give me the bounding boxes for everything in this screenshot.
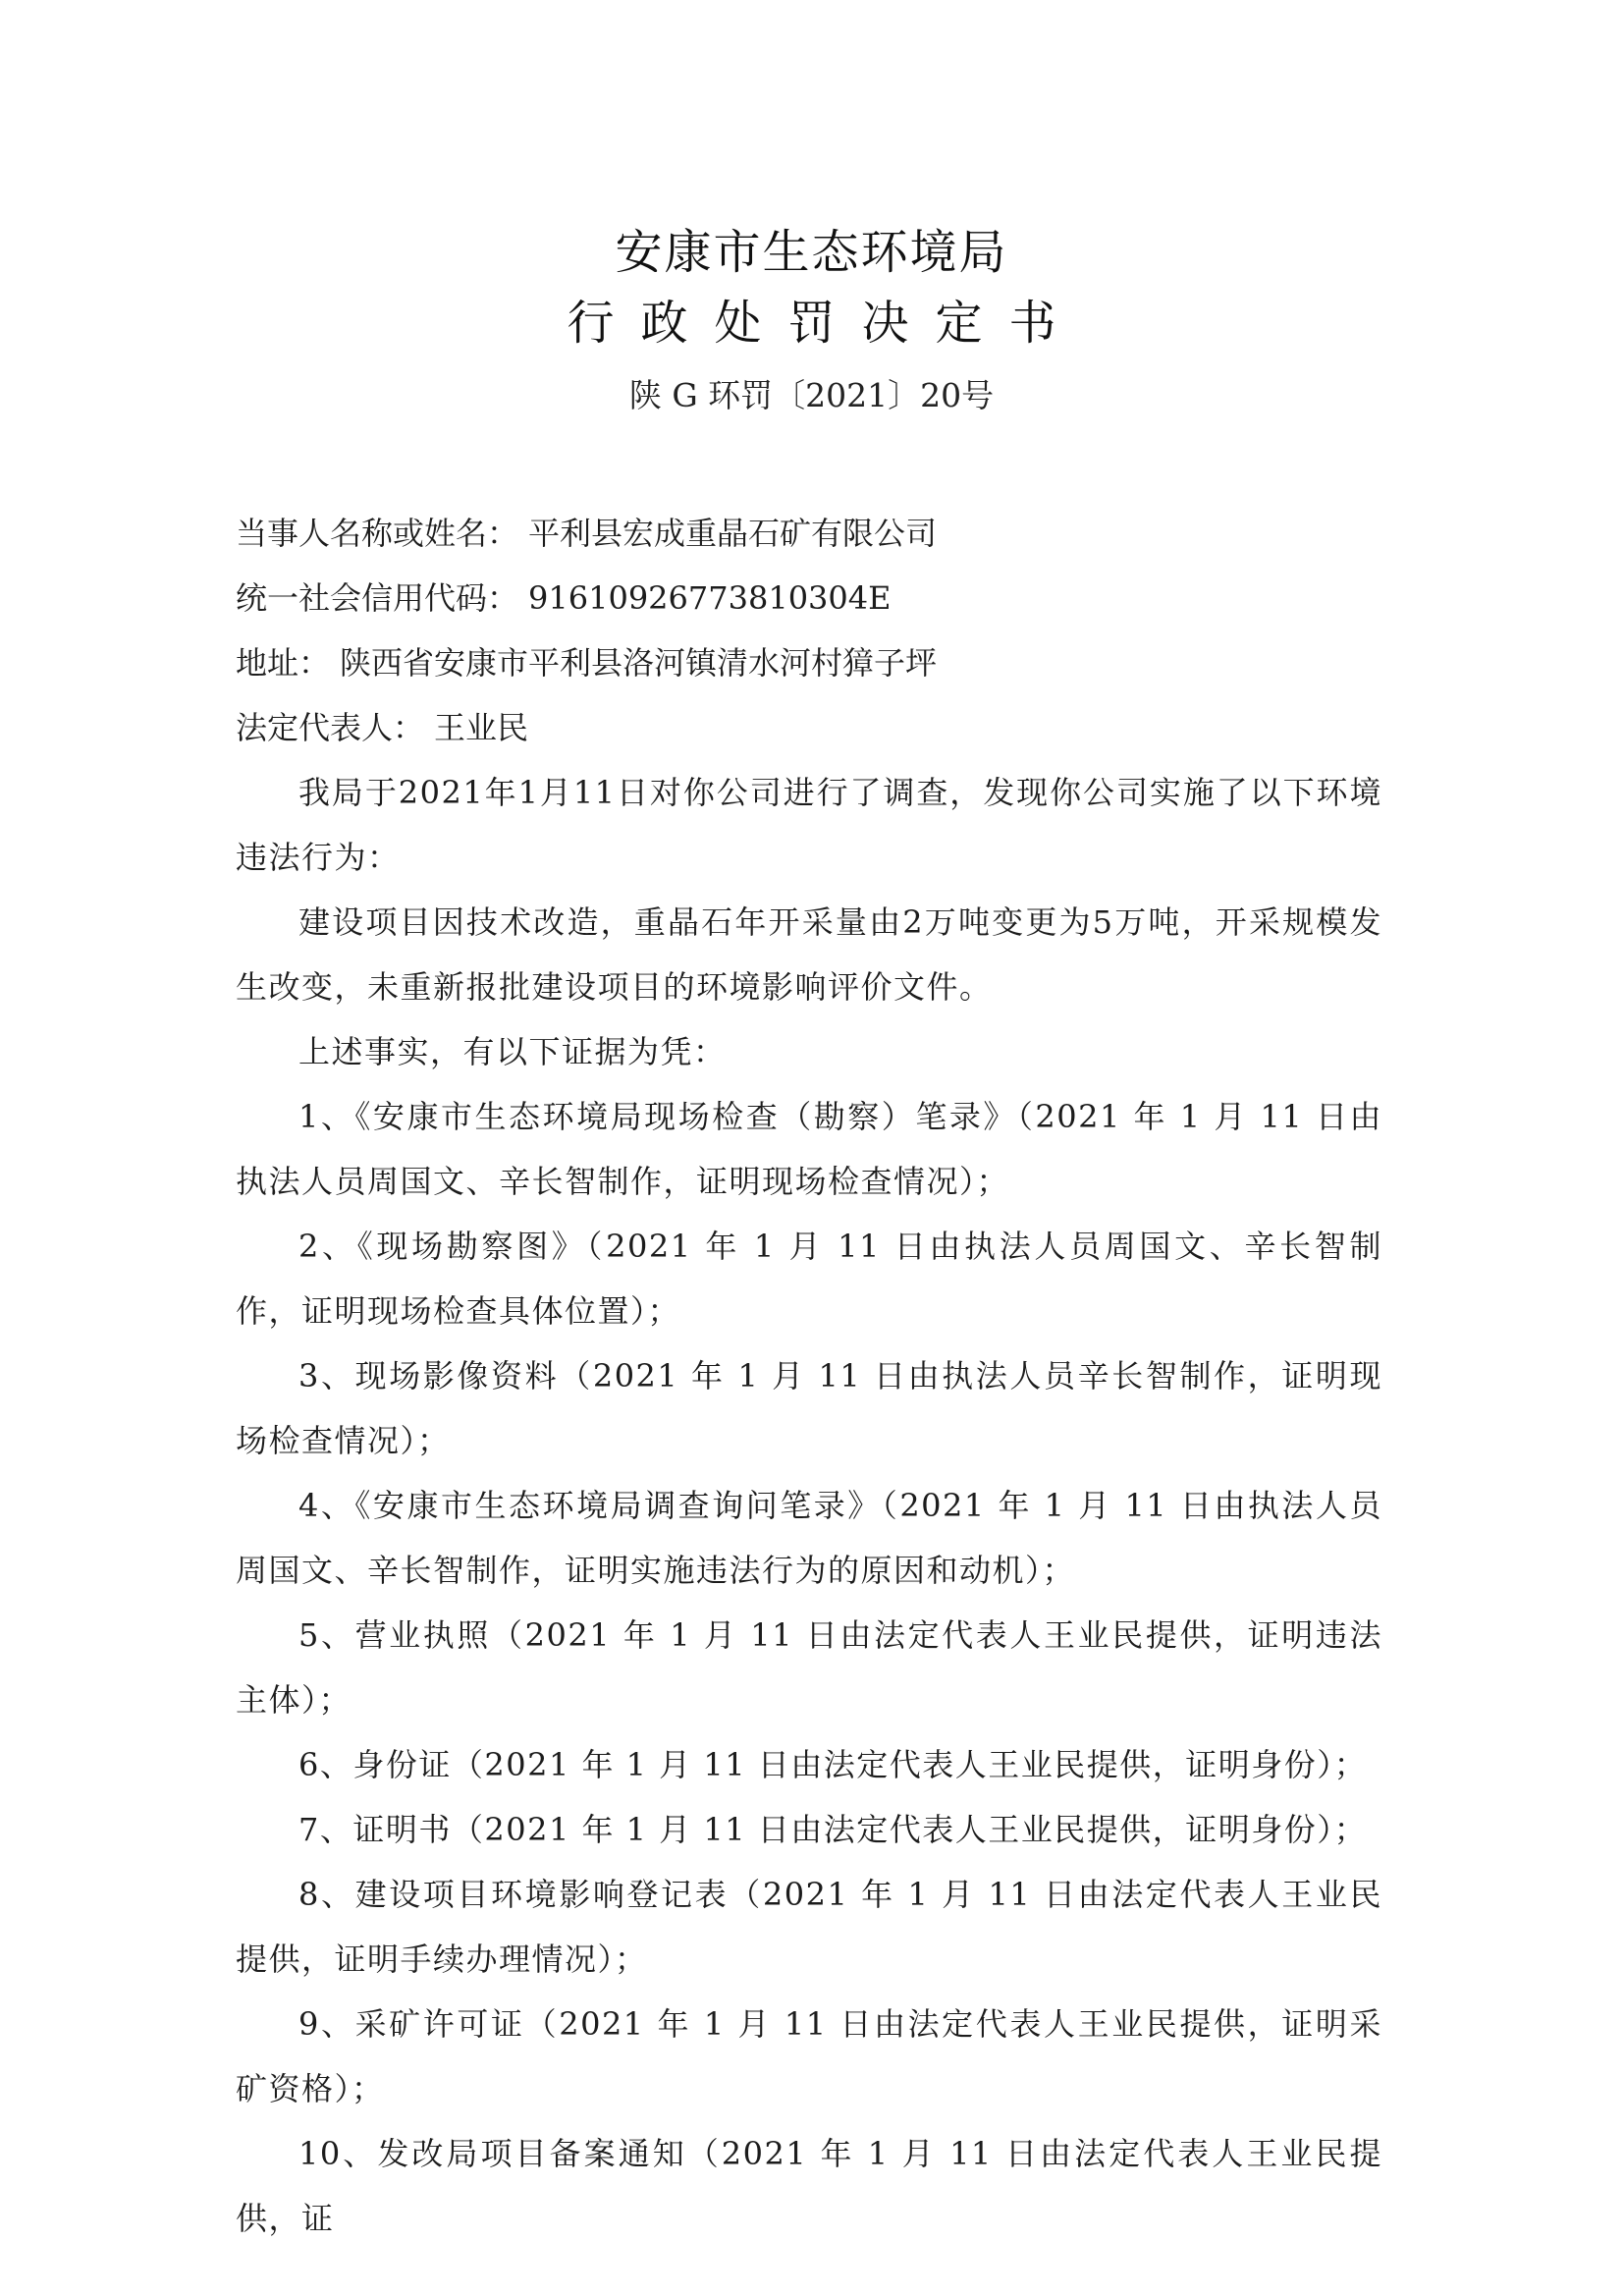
evidence-item: 5、营业执照（2021 年 1 月 11 日由法定代表人王业民提供，证明违法主体）； <box>236 1616 1382 1719</box>
evidence-item: 2、《现场勘察图》（2021 年 1 月 11 日由执法人员周国文、辛长智制作，证明现场检查具体位置）； <box>236 1228 1382 1330</box>
credit-code-value: 91610926773810304E <box>528 579 892 617</box>
evidence-item: 9、采矿许可证（2021 年 1 月 11 日由法定代表人王业民提供，证明采矿资格）； <box>236 2005 1382 2107</box>
evidence-intro: 上述事实，有以下证据为凭： <box>298 1033 727 1070</box>
evidence-item: 10、发改局项目备案通知（2021 年 1 月 11 日由法定代表人王业民提供，证 <box>236 2135 1382 2237</box>
violation-description: 建设项目因技术改造，重晶石年开采量由2万吨变更为5万吨，开采规模发生改变，未重新报批建设项目的环境影响评价文件。 <box>236 903 1382 1006</box>
party-name-field <box>236 501 1382 566</box>
address-field <box>236 630 1382 695</box>
legal-rep-label: 法定代表人： <box>236 709 425 746</box>
party-name-label: 当事人名称或姓名： <box>236 515 519 552</box>
evidence-item: 7、证明书（2021 年 1 月 11 日由法定代表人王业民提供，证明身份）； <box>298 1811 1368 1848</box>
evidence-item: 4、《安康市生态环境局调查询问笔录》（2021 年 1 月 11 日由执法人员周国文、辛长智制作，证明实施违法行为的原因和动机）； <box>236 1487 1382 1589</box>
legal-rep-value: 王业民 <box>434 709 529 746</box>
evidence-item: 6、身份证（2021 年 1 月 11 日由法定代表人王业民提供，证明身份）； <box>298 1746 1368 1783</box>
address-label: 地址： <box>236 644 331 682</box>
credit-code-label: 统一社会信用代码： <box>236 579 519 617</box>
document-body <box>236 501 1382 2251</box>
address-value: 陕西省安康市平利县洛河镇清水河村獐子坪 <box>340 644 938 682</box>
legal-rep-field <box>236 695 1382 760</box>
document-type-title: 行政处罚决定书 <box>567 296 1083 351</box>
evidence-item: 3、现场影像资料（2021 年 1 月 11 日由执法人员辛长智制作，证明现场检查情况）； <box>236 1357 1382 1459</box>
credit-code-field <box>236 566 1382 630</box>
investigation-intro: 我局于2021年1月11日对你公司进行了调查，发现你公司实施了以下环境违法行为： <box>236 774 1382 876</box>
document-number: 陕 G 环罚〔2021〕20号 <box>628 376 995 414</box>
evidence-item: 1、《安康市生态环境局现场检查（勘察）笔录》（2021 年 1 月 11 日由执法人员周国文、辛长智制作，证明现场检查情况）； <box>236 1098 1382 1200</box>
evidence-list <box>236 1084 1382 2251</box>
evidence-item: 8、建设项目环境影响登记表（2021 年 1 月 11 日由法定代表人王业民提供，证明手续办理情况）； <box>236 1876 1382 1978</box>
agency-title: 安康市生态环境局 <box>615 225 1008 280</box>
party-name-value: 平利县宏成重晶石矿有限公司 <box>528 515 938 552</box>
